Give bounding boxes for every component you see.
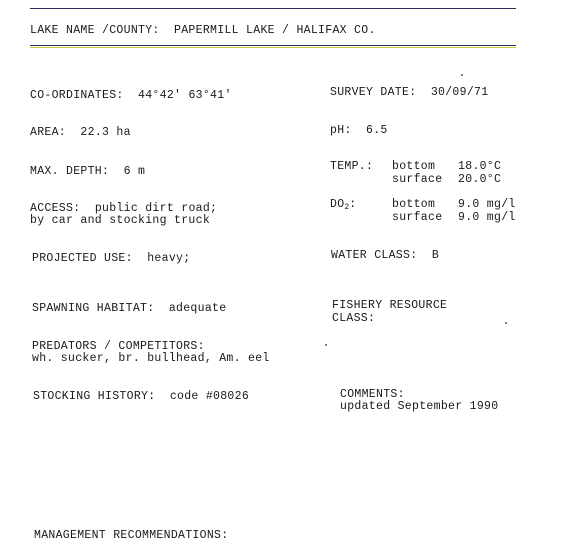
speck: [325, 344, 327, 346]
area-field: [30, 126, 131, 139]
water-class-label: WATER CLASS:: [331, 249, 418, 262]
projected-use-value: heavy;: [147, 252, 191, 265]
temp-surface-label: surface: [392, 173, 443, 186]
stocking-history-label: STOCKING HISTORY:: [33, 390, 156, 403]
do2-surface-value: 9.0 mg/l: [458, 211, 516, 224]
spawning-habitat-label: SPAWNING HABITAT:: [32, 302, 155, 315]
comments-value: updated September 1990: [340, 400, 499, 413]
speck: [461, 74, 463, 76]
water-class-field: [331, 249, 439, 262]
speck: [505, 322, 507, 324]
predators-label: PREDATORS / COMPETITORS:: [32, 340, 205, 353]
do2-label: $DO_2$:: [330, 198, 357, 212]
spawning-habitat-field: [32, 302, 226, 315]
coordinates-value: 44°42' 63°41': [138, 89, 232, 102]
management-label: MANAGEMENT RECOMMENDATIONS:: [34, 529, 229, 542]
fishery-resource-label-line2: CLASS:: [332, 312, 376, 325]
temp-bottom-label: bottom: [392, 160, 436, 173]
ph-value: 6.5: [366, 124, 388, 137]
access-line2: by car and stocking truck: [30, 214, 211, 227]
stocking-history-field: [33, 390, 249, 403]
stocking-history-value: code #08026: [169, 390, 250, 403]
survey-date-label: SURVEY DATE:: [330, 86, 417, 99]
water-class-value: B: [431, 249, 440, 262]
max-depth-value: 6 m: [123, 165, 146, 178]
area-label: AREA:: [30, 126, 67, 139]
top-rule: [30, 8, 516, 9]
temp-surface-value: 20.0°C: [458, 173, 502, 186]
predators-value: wh. sucker, br. bullhead, Am. eel: [32, 352, 270, 365]
projected-use-field: [32, 252, 190, 265]
ph-field: [330, 124, 388, 137]
do2-bottom-label: bottom: [392, 198, 436, 211]
ph-label: pH:: [330, 124, 352, 137]
do2-bottom-value: 9.0 mg/l: [458, 198, 516, 211]
lake-name-value: PAPERMILL LAKE / HALIFAX CO.: [174, 24, 376, 37]
coordinates-field: [30, 89, 232, 102]
survey-date-value: 30/09/71: [430, 86, 489, 99]
access-label: ACCESS:: [30, 202, 81, 215]
access-line1: public dirt road;: [94, 202, 218, 215]
max-depth-field: [30, 165, 145, 178]
comments-label: COMMENTS:: [340, 388, 405, 401]
projected-use-label: PROJECTED USE:: [32, 252, 133, 265]
temp-label: TEMP.:: [330, 160, 374, 173]
coordinates-label: CO-ORDINATES:: [30, 89, 124, 102]
temp-bottom-value: 18.0°C: [458, 160, 502, 173]
spawning-habitat-value: adequate: [168, 302, 227, 315]
survey-date-field: [330, 86, 488, 99]
fishery-resource-label-line1: FISHERY RESOURCE: [332, 299, 448, 312]
lake-name-label: LAKE NAME /COUNTY:: [30, 24, 160, 37]
header-rule: [30, 45, 516, 48]
area-value: 22.3 ha: [80, 126, 131, 139]
max-depth-label: MAX. DEPTH:: [30, 165, 110, 178]
do2-surface-label: surface: [392, 211, 443, 224]
lake-name-field: [30, 24, 376, 37]
